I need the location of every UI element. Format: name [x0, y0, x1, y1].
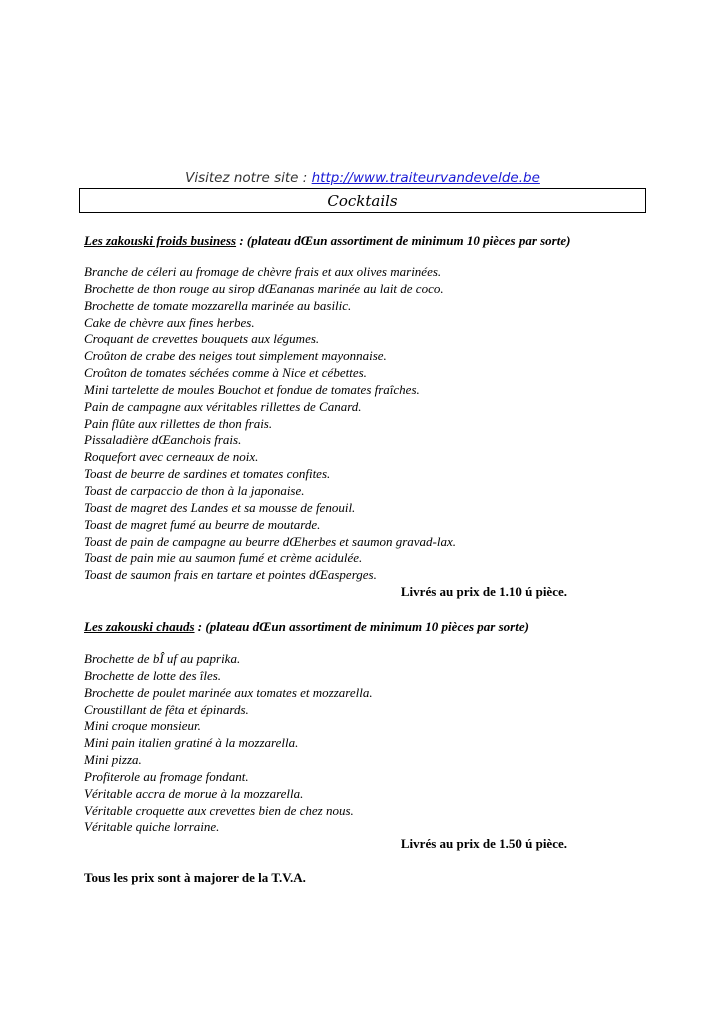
list-item: Croûton de tomates séchées comme à Nice et cébettes.	[84, 365, 367, 381]
hot-zakouski-heading-rest: : (plateau dŒun assortiment de minimum 10 pièces par sorte)	[194, 619, 529, 634]
list-item: Brochette de lotte des îles.	[84, 667, 222, 683]
list-item: Toast de pain mie au saumon fumé et crème acidulée.	[84, 550, 363, 566]
list-item: Brochette de thon rouge au sirop dŒananas marinée au lait de coco.	[84, 280, 444, 296]
list-item: Profiterole au fromage fondant.	[84, 768, 249, 784]
list-item: Mini croque monsieur.	[84, 718, 201, 734]
list-item: Branche de céleri au fromage de chèvre frais et aux olives marinées.	[84, 264, 442, 279]
list-item: Brochette de tomate mozzarella marinée au basilic.	[84, 297, 352, 313]
hot-zakouski-price: Livrés au prix de 1.50 ú pièce.	[400, 836, 567, 851]
list-item: Mini tartelette de moules Bouchot et fondue de tomates fraîches.	[84, 381, 420, 397]
cold-zakouski-price: Livrés au prix de 1.10 ú pièce.	[400, 584, 567, 599]
page-title: Cocktails	[79, 188, 646, 213]
list-item: Toast de carpaccio de thon à la japonaise.	[84, 482, 305, 498]
list-item: Véritable croquette aux crevettes bien de chez nous.	[84, 802, 354, 818]
list-item: Mini pain italien gratiné à la mozzarella.	[84, 735, 299, 751]
hot-zakouski-list	[84, 651, 373, 836]
list-item: Toast de magret des Landes et sa mousse de fenouil.	[84, 499, 356, 515]
website-link[interactable]: http://www.traiteurvandevelde.be	[311, 170, 540, 186]
list-item: Mini pizza.	[84, 752, 142, 768]
cold-zakouski-heading-label: Les zakouski froids business	[84, 233, 237, 248]
website-line	[0, 170, 725, 186]
list-item: Toast de pain de campagne au beurre dŒherbes et saumon gravad-lax.	[84, 533, 457, 549]
list-item: Croustillant de fêta et épinards.	[84, 701, 249, 717]
vat-note: Tous les prix sont à majorer de la T.V.A.	[84, 870, 306, 885]
hot-zakouski-heading-label: Les zakouski chauds	[84, 619, 195, 634]
cold-zakouski-heading-rest: : (plateau dŒun assortiment de minimum 10 pièces par sorte)	[236, 233, 571, 248]
list-item: Pain de campagne aux véritables rillettes de Canard.	[84, 398, 362, 414]
list-item: Véritable quiche lorraine.	[84, 819, 220, 835]
list-item: Pissaladière dŒanchois frais.	[84, 432, 242, 448]
list-item: Brochette de poulet marinée aux tomates et mozzarella.	[84, 684, 373, 700]
cold-zakouski-list	[84, 264, 456, 584]
website-prefix: Visitez notre site :	[185, 170, 312, 186]
list-item: Croûton de crabe des neiges tout simplement mayonnaise.	[84, 348, 387, 364]
list-item: Cake de chèvre aux fines herbes.	[84, 314, 255, 330]
list-item: Roquefort avec cerneaux de noix.	[84, 449, 259, 465]
hot-zakouski-heading	[84, 619, 529, 635]
list-item: Toast de beurre de sardines et tomates confites.	[84, 466, 331, 482]
list-item: Pain flûte aux rillettes de thon frais.	[84, 415, 273, 431]
list-item: Toast de magret fumé au beurre de moutarde.	[84, 516, 321, 532]
list-item: Croquant de crevettes bouquets aux légumes.	[84, 331, 320, 347]
list-item: Brochette de bÎ uf au paprika.	[84, 651, 241, 666]
cold-zakouski-heading	[84, 233, 570, 249]
list-item: Toast de saumon frais en tartare et pointes dŒasperges.	[84, 567, 377, 583]
list-item: Véritable accra de morue à la mozzarella.	[84, 785, 304, 801]
